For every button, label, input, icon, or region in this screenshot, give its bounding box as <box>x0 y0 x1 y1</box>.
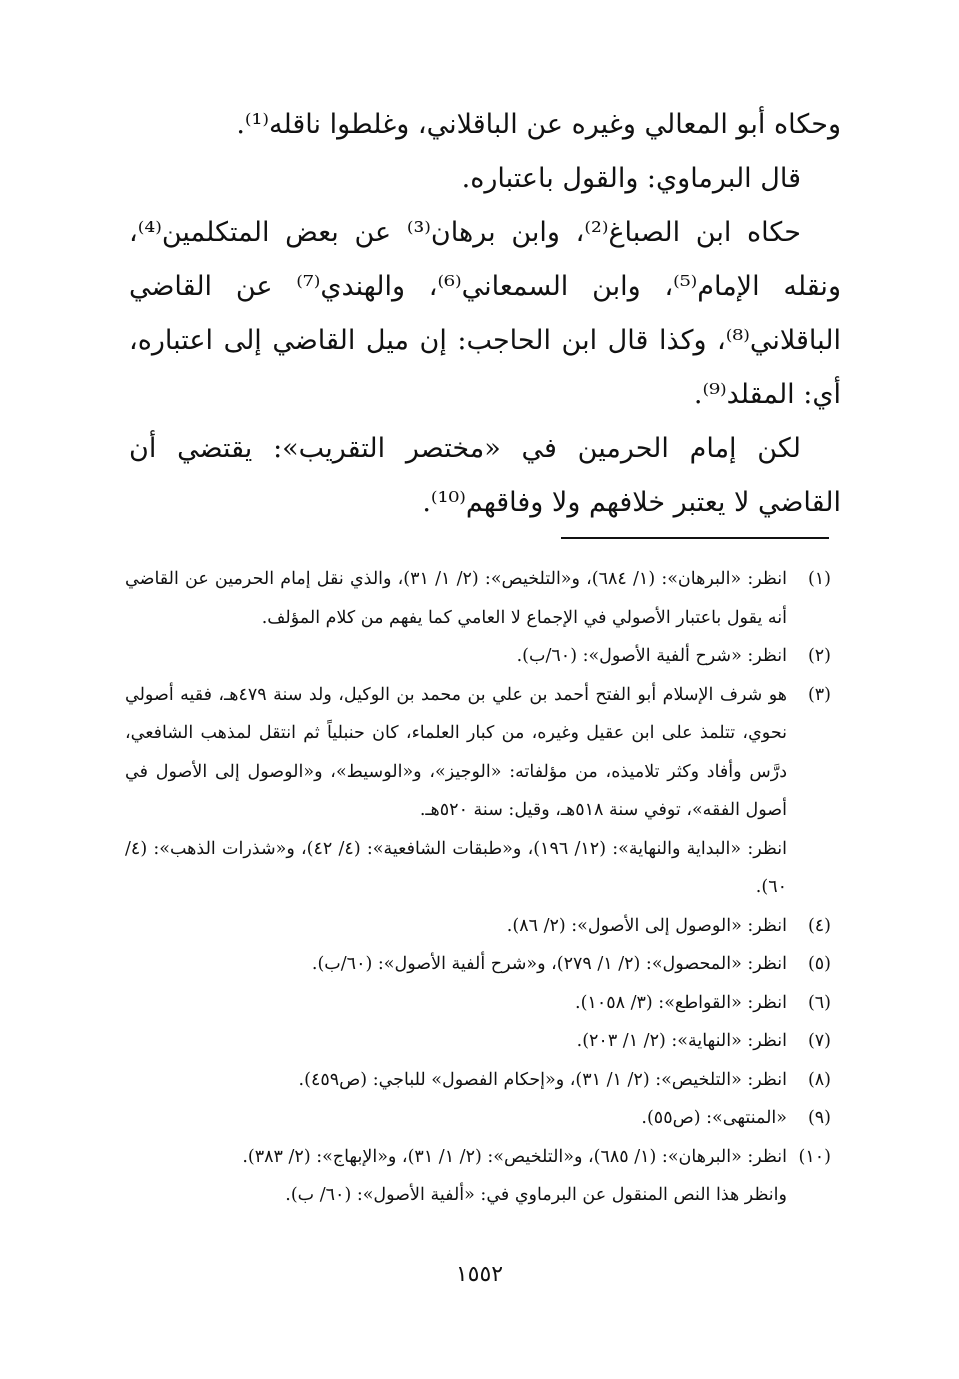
footnote-item <box>125 560 831 637</box>
footnote-item <box>125 1138 831 1215</box>
footnote-line: انظر: «المحصول»: (٢/ ١/ ٢٧٩)، و«شرح ألفية الأصول»: (٦٠/ب). <box>311 954 787 974</box>
footnote-text <box>125 637 787 676</box>
footnote-number: (٩) <box>807 1108 831 1128</box>
footnote-line: انظر: «البرهان»: (١/ ٦٨٥)، و«التلخيص»: (٢/ ١/ ٣١)، و«الإبهاج»: (٢/ ٣٨٣). <box>242 1146 787 1167</box>
footnote-item <box>125 637 831 676</box>
footnote-item <box>125 1022 831 1061</box>
main-paragraph: لكن إمام الحرمين في «مختصر التقريب»: يقتضي أن القاضي لا يعتبر خلافهم ولا وفاقهم⁽¹⁰⁾. <box>129 433 841 518</box>
footnote-line: «المنتهى»: (ص٥٥). <box>641 1108 787 1128</box>
footnote-text <box>125 560 787 637</box>
footnote-number: (٣) <box>807 684 831 705</box>
footnote-text <box>125 945 787 984</box>
footnote-item <box>125 1099 831 1138</box>
footnote-number: (٥) <box>807 954 831 974</box>
footnote-line: انظر: «الوصول إلى الأصول»: (٢/ ٨٦). <box>506 915 787 936</box>
footnotes <box>125 560 831 1215</box>
footnote-number: (٧) <box>807 1031 831 1051</box>
footnote-item <box>125 984 831 1023</box>
footnote-item <box>125 1061 831 1100</box>
footnote-item <box>125 907 831 946</box>
footnote-text <box>125 1061 787 1100</box>
main-text <box>129 98 841 530</box>
footnote-text <box>125 676 787 907</box>
footnote-number: (٦) <box>807 992 831 1013</box>
footnote-item <box>125 945 831 984</box>
main-paragraph: قال البرماوي: والقول باعتباره. <box>461 163 801 194</box>
footnote-line: انظر: «التلخيص»: (٢/ ١/ ٣١)، و«إحكام الفصول» للباجي: (ص٤٥٩). <box>298 1069 787 1090</box>
footnote-number: (١) <box>807 569 831 589</box>
footnote-line: هو شرف الإسلام أبو الفتح أحمد بن علي بن محمد بن الوكيل، ولد سنة ٤٧٩هـ، فقيه أصولي نحوي، تتلمذ على ابن عقيل وغيره، من كبار العلماء، كان حنبلياً ثم انتقل لمذهب الشافعي، درَّس وأفاد وكثر تلاميذه، من مؤلفاته: «الوجيز»، و«الوسيط»، و«الوصول إلى الأصول في أصول الفقه»، توفي سنة ٥١٨هـ، وقيل: سنة ٥٢٠هـ. <box>125 684 787 820</box>
page-number: ١٥٥٢ <box>455 1262 504 1287</box>
footnote-text <box>125 984 787 1023</box>
footnote-line: انظر: «البداية والنهاية»: (١٢/ ١٩٦)، و«طبقات الشافعية»: (٤/ ٤٢)، و«شذرات الذهب»: (٤/ ٦٠). <box>125 838 787 897</box>
main-paragraph: حكاه ابن الصباغ⁽²⁾، وابن برهان⁽³⁾ عن بعض المتكلمين⁽⁴⁾، ونقله الإمام⁽⁵⁾، وابن السمعاني⁽⁶⁾، والهندي⁽⁷⁾ عن القاضي الباقلاني⁽⁸⁾، وكذا قال ابن الحاجب: إن ميل القاضي إلى اعتباره، أي: المقلد⁽⁹⁾. <box>129 217 841 410</box>
footnote-line: انظر: «شرح ألفية الأصول»: (٦٠/ب). <box>516 646 787 666</box>
footnote-line: وانظر هذا النص المنقول عن البرماوي في: «ألفية الأصول»: (٦٠/ ب). <box>285 1185 787 1205</box>
footnote-text <box>125 1099 787 1138</box>
footnote-line: انظر: «النهاية»: (٢/ ١/ ٢٠٣). <box>576 1031 787 1051</box>
footnote-number: (١٠) <box>798 1146 831 1167</box>
footnote-text <box>125 1138 787 1215</box>
footnote-text <box>125 907 787 946</box>
footnote-divider <box>561 537 829 539</box>
main-paragraph: وحكاه أبو المعالي وغيره عن الباقلاني، وغلطوا ناقله⁽¹⁾. <box>236 109 841 140</box>
footnote-number: (٨) <box>807 1069 831 1090</box>
footnote-number: (٤) <box>807 915 831 936</box>
footnote-text <box>125 1022 787 1061</box>
footnote-item <box>125 676 831 907</box>
footnote-line: انظر: «البرهان»: (١/ ٦٨٤)، و«التلخيص»: (٢/ ١/ ٣١)، والذي نقل إمام الحرمين عن القاضي أنه يقول باعتبار الأصولي في الإجماع لا العامي كما يفهم من كلام المؤلف. <box>125 569 787 628</box>
footnote-line: انظر: «القواطع»: (٣/ ١٠٥٨). <box>575 992 787 1013</box>
footnote-number: (٢) <box>807 646 831 666</box>
